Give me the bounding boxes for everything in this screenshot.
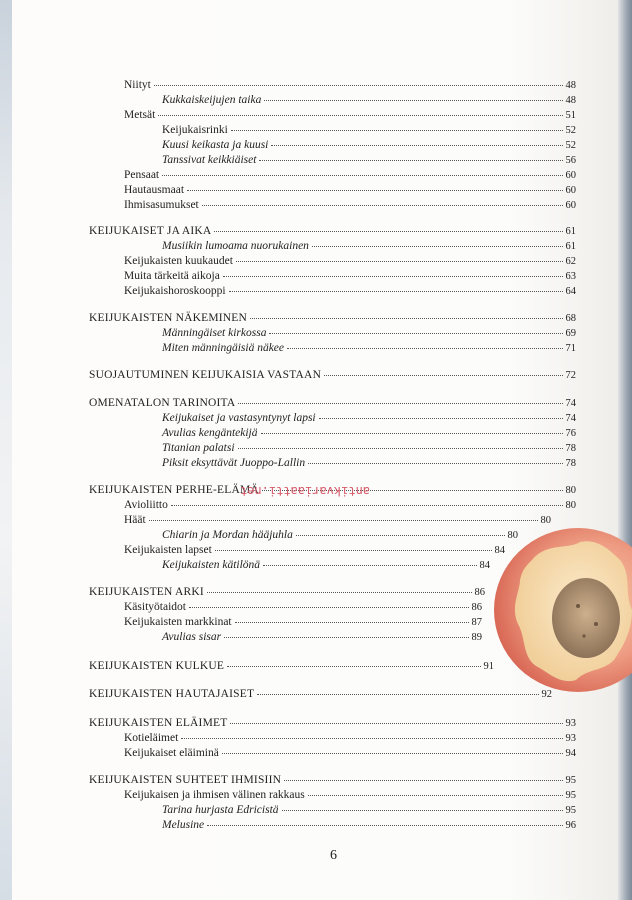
toc-entry bbox=[162, 123, 576, 137]
toc-entry bbox=[162, 138, 576, 152]
toc-entry bbox=[124, 746, 576, 760]
toc-entry bbox=[89, 716, 576, 730]
toc-entry-page: 63 bbox=[565, 271, 576, 282]
toc-entry-page: 80 bbox=[540, 515, 551, 526]
toc-entry-title: Häät bbox=[124, 514, 146, 526]
toc-entry bbox=[162, 153, 576, 167]
toc-entry bbox=[89, 585, 485, 599]
dot-leader bbox=[229, 290, 563, 292]
apple-slice-illustration bbox=[492, 520, 632, 695]
toc-entry-title: Männingäiset kirkossa bbox=[162, 327, 267, 339]
toc-entry-page: 62 bbox=[565, 256, 576, 267]
toc-entry bbox=[162, 411, 576, 425]
toc-entry-title: Ihmisasumukset bbox=[124, 199, 199, 211]
toc-entry-title: Keijukaisten markkinat bbox=[124, 616, 232, 628]
toc-entry-title: KEIJUKAISTEN SUHTEET IHMISIIN bbox=[89, 774, 282, 786]
toc-entry-title: Tanssivat keikkiäiset bbox=[162, 154, 257, 166]
dot-leader bbox=[187, 189, 562, 191]
toc-entry-title: Keijukaisen ja ihmisen välinen rakkaus bbox=[124, 789, 305, 801]
toc-entry-title: Miten männingäisiä näkee bbox=[162, 342, 285, 354]
toc-entry-title: Musiikin lumoama nuorukainen bbox=[162, 240, 309, 252]
toc-entry bbox=[162, 630, 482, 644]
toc-entry-title: Kuusi keikasta ja kuusi bbox=[162, 139, 269, 151]
toc-entry-page: 96 bbox=[565, 820, 576, 831]
toc-entry-page: 60 bbox=[565, 170, 576, 181]
page-number: 6 bbox=[330, 848, 337, 863]
dot-leader bbox=[312, 245, 563, 247]
dot-leader bbox=[223, 275, 563, 277]
toc-entry bbox=[89, 396, 576, 410]
dot-leader bbox=[296, 534, 505, 536]
toc-entry bbox=[124, 513, 551, 527]
toc-entry bbox=[124, 254, 576, 268]
toc-entry-page: 48 bbox=[565, 95, 576, 106]
toc-entry-page: 52 bbox=[565, 125, 576, 136]
dot-leader bbox=[158, 114, 562, 116]
dot-leader bbox=[263, 564, 476, 566]
toc-entry-page: 78 bbox=[565, 458, 576, 469]
dot-leader bbox=[250, 317, 562, 319]
toc-entry bbox=[89, 368, 576, 382]
toc-entry-title: Avulias kengäntekijä bbox=[162, 427, 258, 439]
dot-leader bbox=[324, 374, 562, 376]
toc-entry bbox=[124, 168, 576, 182]
toc-entry-title: SUOJAUTUMINEN KEIJUKAISIA VASTAAN bbox=[89, 369, 322, 381]
dot-leader bbox=[224, 636, 468, 638]
toc-entry-page: 76 bbox=[565, 428, 576, 439]
toc-entry-title: Chiarin ja Mordan hääjuhla bbox=[162, 529, 293, 541]
dot-leader bbox=[308, 462, 562, 464]
toc-entry-page: 95 bbox=[565, 805, 576, 816]
toc-entry-title: Niityt bbox=[124, 79, 151, 91]
dot-leader bbox=[308, 794, 563, 796]
watermark: antikvariaatti.net bbox=[240, 484, 371, 498]
toc-entry-page: 68 bbox=[565, 313, 576, 324]
dot-leader bbox=[261, 432, 563, 434]
toc-entry-page: 74 bbox=[565, 398, 576, 409]
toc-entry-title: KEIJUKAISTEN HAUTAJAISET bbox=[89, 688, 255, 700]
toc-entry-page: 91 bbox=[483, 661, 494, 672]
dot-leader bbox=[284, 779, 562, 781]
toc-entry-title: KEIJUKAISTEN PERHE-ELÄMÄ bbox=[89, 484, 259, 496]
toc-entry-page: 51 bbox=[565, 110, 576, 121]
toc-entry-page: 80 bbox=[565, 485, 576, 496]
toc-entry-page: 86 bbox=[471, 602, 482, 613]
dot-leader bbox=[236, 260, 563, 262]
dot-leader bbox=[259, 159, 562, 161]
dot-leader bbox=[282, 809, 563, 811]
toc-entry bbox=[124, 78, 576, 92]
toc-entry-page: 93 bbox=[565, 733, 576, 744]
toc-entry-page: 86 bbox=[474, 587, 485, 598]
dot-leader bbox=[207, 591, 472, 593]
toc-entry bbox=[124, 731, 576, 745]
toc-entry-title: KEIJUKAISTEN KULKUE bbox=[89, 660, 225, 672]
dot-leader bbox=[269, 332, 562, 334]
dot-leader bbox=[215, 549, 492, 551]
toc-entry bbox=[89, 311, 576, 325]
dot-leader bbox=[171, 504, 563, 506]
toc-entry-title: Keijukaisten lapset bbox=[124, 544, 212, 556]
toc-entry-page: 71 bbox=[565, 343, 576, 354]
toc-entry-title: Melusine bbox=[162, 819, 205, 831]
toc-entry bbox=[124, 543, 505, 557]
toc-entry-title: Kukkaiskeijujen taika bbox=[162, 94, 262, 106]
dot-leader bbox=[149, 519, 538, 521]
toc-entry bbox=[162, 326, 576, 340]
toc-entry bbox=[162, 93, 576, 107]
dot-leader bbox=[162, 174, 562, 176]
toc-entry bbox=[162, 528, 518, 542]
toc-entry bbox=[124, 788, 576, 802]
toc-entry-page: 78 bbox=[565, 443, 576, 454]
dot-leader bbox=[235, 621, 469, 623]
toc-entry-page: 60 bbox=[565, 200, 576, 211]
toc-entry-title: Hautausmaat bbox=[124, 184, 185, 196]
toc-entry bbox=[162, 341, 576, 355]
toc-entry bbox=[162, 803, 576, 817]
toc-entry-title: Keijukaisten kätilönä bbox=[162, 559, 261, 571]
toc-entry-page: 89 bbox=[471, 632, 482, 643]
toc-entry bbox=[124, 600, 482, 614]
toc-entry bbox=[89, 687, 552, 701]
toc-entry bbox=[89, 659, 494, 673]
toc-entry bbox=[162, 558, 490, 572]
toc-entry-title: Avulias sisar bbox=[162, 631, 222, 643]
toc-entry bbox=[124, 498, 576, 512]
toc-entry-page: 84 bbox=[494, 545, 505, 556]
toc-entry bbox=[162, 426, 576, 440]
dot-leader bbox=[181, 737, 562, 739]
toc-entry-page: 94 bbox=[565, 748, 576, 759]
toc-entry-title: Muita tärkeitä aikoja bbox=[124, 270, 220, 282]
toc-entry bbox=[124, 198, 576, 212]
dot-leader bbox=[238, 402, 562, 404]
toc-entry-page: 80 bbox=[565, 500, 576, 511]
toc-entry bbox=[89, 773, 576, 787]
toc-entry-page: 74 bbox=[565, 413, 576, 424]
toc-entry-title: Avioliitto bbox=[124, 499, 168, 511]
toc-entry-page: 95 bbox=[565, 790, 576, 801]
dot-leader bbox=[287, 347, 562, 349]
toc-entry-title: Keijukaiset eläiminä bbox=[124, 747, 219, 759]
dot-leader bbox=[230, 722, 562, 724]
toc-entry-page: 80 bbox=[507, 530, 518, 541]
toc-entry-page: 92 bbox=[541, 689, 552, 700]
toc-entry bbox=[162, 818, 576, 832]
dot-leader bbox=[207, 824, 562, 826]
toc-entry-page: 56 bbox=[565, 155, 576, 166]
toc-entry-title: Titanian palatsi bbox=[162, 442, 235, 454]
toc-entry-title: KEIJUKAISTEN NÄKEMINEN bbox=[89, 312, 248, 324]
toc-entry-title: KEIJUKAISET JA AIKA bbox=[89, 225, 212, 237]
toc-entry-title: Keijukaisten kuukaudet bbox=[124, 255, 233, 267]
toc-entry bbox=[162, 456, 576, 470]
dot-leader bbox=[231, 129, 563, 131]
toc-entry-page: 87 bbox=[471, 617, 482, 628]
dot-leader bbox=[271, 144, 562, 146]
toc-entry-title: KEIJUKAISTEN ELÄIMET bbox=[89, 717, 228, 729]
dot-leader bbox=[154, 84, 563, 86]
toc-entry-page: 69 bbox=[565, 328, 576, 339]
toc-entry-page: 95 bbox=[565, 775, 576, 786]
toc-entry bbox=[124, 615, 482, 629]
toc-entry-title: Keijukaiset ja vastasyntynyt lapsi bbox=[162, 412, 316, 424]
toc-entry-page: 61 bbox=[565, 241, 576, 252]
toc-entry-title: Keijukaisrinki bbox=[162, 124, 228, 136]
toc-entry-title: Keijukaishoroskooppi bbox=[124, 285, 226, 297]
dot-leader bbox=[202, 204, 563, 206]
toc-entry-title: Kotieläimet bbox=[124, 732, 179, 744]
toc-entry-title: Piksit eksyttävät Juoppo-Lallin bbox=[162, 457, 306, 469]
dot-leader bbox=[214, 230, 562, 232]
toc-entry-page: 93 bbox=[565, 718, 576, 729]
toc-entry-title: OMENATALON TARINOITA bbox=[89, 397, 236, 409]
toc-entry-page: 64 bbox=[565, 286, 576, 297]
dot-leader bbox=[227, 665, 480, 667]
toc-entry-page: 60 bbox=[565, 185, 576, 196]
toc-entry bbox=[124, 183, 576, 197]
toc-entry-page: 52 bbox=[565, 140, 576, 151]
dot-leader bbox=[222, 752, 563, 754]
dot-leader bbox=[264, 99, 562, 101]
toc-entry bbox=[124, 284, 576, 298]
toc-entry-title: Metsät bbox=[124, 109, 156, 121]
toc-entry-title: Pensaat bbox=[124, 169, 160, 181]
toc-entry-page: 61 bbox=[565, 226, 576, 237]
toc-entry-page: 72 bbox=[565, 370, 576, 381]
toc-entry-page: 48 bbox=[565, 80, 576, 91]
toc-entry-title: Käsityötaidot bbox=[124, 601, 186, 613]
dot-leader bbox=[319, 417, 563, 419]
dot-leader bbox=[238, 447, 563, 449]
toc-entry bbox=[124, 108, 576, 122]
toc-entry bbox=[124, 269, 576, 283]
toc-entry-page: 84 bbox=[479, 560, 490, 571]
toc-entry-title: Tarina hurjasta Edricistä bbox=[162, 804, 279, 816]
dot-leader bbox=[189, 606, 469, 608]
toc-entry-title: KEIJUKAISTEN ARKI bbox=[89, 586, 204, 598]
toc-entry bbox=[162, 239, 576, 253]
toc-entry bbox=[89, 224, 576, 238]
toc-entry bbox=[162, 441, 576, 455]
